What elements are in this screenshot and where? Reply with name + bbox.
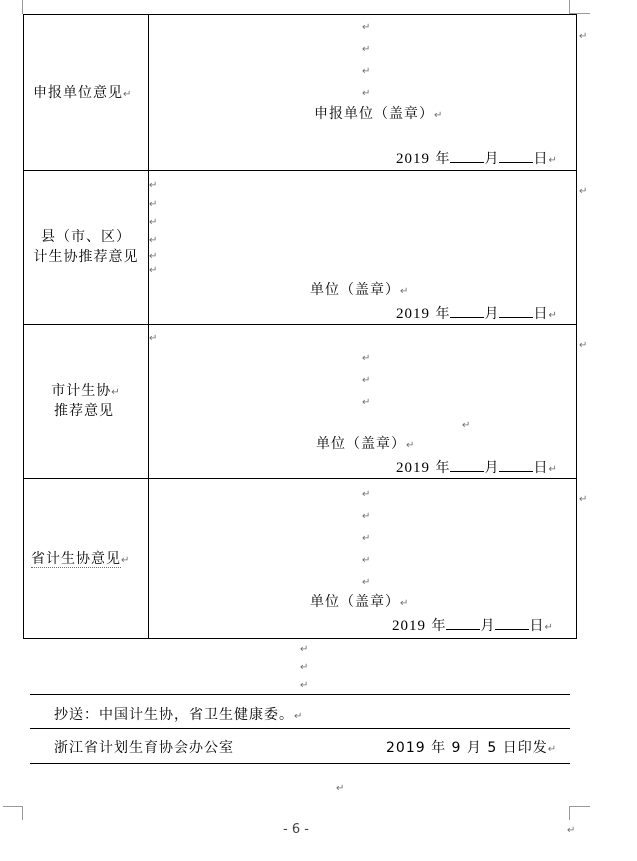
row1-date-month-char: 月 xyxy=(484,151,500,167)
row2-seal xyxy=(310,281,409,299)
row3-label xyxy=(26,382,146,420)
row1-date xyxy=(396,148,558,168)
row4-date-day-char: 日 xyxy=(529,618,545,634)
paragraph-mark: ↵ xyxy=(362,555,371,566)
paragraph-mark: ↵ xyxy=(111,387,121,398)
cc-text: 抄送：中国计生协，省卫生健康委。 xyxy=(54,707,294,723)
paragraph-mark: ↵ xyxy=(149,180,158,191)
paragraph-mark: ↵ xyxy=(300,680,309,691)
row3-date-year-char: 年 xyxy=(435,460,451,476)
paragraph-mark: ↵ xyxy=(300,662,309,673)
row4-label xyxy=(31,550,130,568)
row2-date-year: 2019 xyxy=(396,306,430,322)
table-border-top xyxy=(23,14,577,15)
footer-rule-middle xyxy=(30,728,570,729)
paragraph-mark: ↵ xyxy=(362,375,371,386)
paragraph-mark: ↵ xyxy=(362,511,371,522)
row1-date-year-char: 年 xyxy=(435,151,451,167)
paragraph-mark: ↵ xyxy=(149,217,158,228)
row3-label-line1: 市计生协 xyxy=(51,383,112,399)
table-border-bottom xyxy=(23,638,577,639)
day-blank xyxy=(499,303,533,318)
table-row-divider xyxy=(23,324,577,325)
row2-date-year-char: 年 xyxy=(435,306,451,322)
paragraph-mark: ↵ xyxy=(362,88,371,99)
row1-seal xyxy=(314,105,443,123)
crop-mark-top-right-v xyxy=(569,0,570,14)
paragraph-mark: ↵ xyxy=(434,110,444,121)
table-column-divider xyxy=(148,14,149,639)
row3-seal-text: 单位（盖章） xyxy=(316,436,406,452)
row3-label-line2: 推荐意见 xyxy=(54,403,114,419)
footer-rule-bottom xyxy=(30,763,570,764)
paragraph-mark: ↵ xyxy=(362,22,371,33)
day-blank xyxy=(499,457,533,472)
paragraph-mark: ↵ xyxy=(548,464,558,475)
issue-date: 2019 年 9 月 5 日印发 xyxy=(386,740,548,756)
row2-label xyxy=(26,228,146,266)
crop-mark-bottom-right-h xyxy=(570,806,590,807)
table-row-divider xyxy=(23,170,577,171)
paragraph-mark: ↵ xyxy=(123,89,133,100)
month-blank xyxy=(446,615,480,630)
row4-date-year: 2019 xyxy=(392,618,426,634)
day-blank xyxy=(495,615,529,630)
paragraph-mark: ↵ xyxy=(121,555,131,566)
table-border-right xyxy=(576,14,577,639)
row1-date-day-char: 日 xyxy=(533,151,549,167)
paragraph-mark: ↵ xyxy=(462,420,471,431)
paragraph-mark: ↵ xyxy=(362,397,371,408)
month-blank xyxy=(450,303,484,318)
row3-date-year: 2019 xyxy=(396,460,430,476)
row4-seal-text: 单位（盖章） xyxy=(310,594,400,610)
month-blank xyxy=(450,148,484,163)
paragraph-mark: ↵ xyxy=(362,489,371,500)
row1-label xyxy=(33,84,132,102)
crop-mark-bottom-left-h xyxy=(3,806,23,807)
table-border-left xyxy=(23,14,24,639)
row4-seal xyxy=(310,593,409,611)
paragraph-mark: ↵ xyxy=(544,622,554,633)
row2-label-line1: 县（市、区） xyxy=(41,229,131,245)
row4-label-text: 省计生协意见 xyxy=(31,551,121,567)
cc-line xyxy=(54,706,303,724)
paragraph-mark: ↵ xyxy=(362,353,371,364)
paragraph-mark: ↵ xyxy=(548,310,558,321)
issuer: 浙江省计划生育协会办公室 xyxy=(54,740,234,756)
row3-date-month-char: 月 xyxy=(484,460,500,476)
row1-seal-text: 申报单位（盖章） xyxy=(314,106,434,122)
row2-date-day-char: 日 xyxy=(533,306,549,322)
paragraph-mark: ↵ xyxy=(149,333,158,344)
crop-mark-bottom-right-v xyxy=(569,806,570,820)
paragraph-mark: ↵ xyxy=(547,744,558,755)
paragraph-mark: ↵ xyxy=(362,533,371,544)
paragraph-mark: ↵ xyxy=(406,440,416,451)
row-end-mark: ↵ xyxy=(579,31,588,42)
row2-date-month-char: 月 xyxy=(484,306,500,322)
paragraph-mark: ↵ xyxy=(149,235,158,246)
row1-label-text: 申报单位意见 xyxy=(33,85,123,101)
row2-date xyxy=(396,303,558,323)
row1-date-year: 2019 xyxy=(396,151,430,167)
row3-date xyxy=(396,457,558,477)
row2-label-line2: 计生协推荐意见 xyxy=(33,249,139,265)
crop-mark-top-left-v xyxy=(22,0,23,14)
row4-date-month-char: 月 xyxy=(480,618,496,634)
row3-date-day-char: 日 xyxy=(533,460,549,476)
page-number: - 6 - xyxy=(283,822,309,837)
issue-date-line xyxy=(386,739,557,757)
row-end-mark: ↵ xyxy=(579,340,588,351)
paragraph-mark: ↵ xyxy=(300,644,309,655)
row2-seal-text: 单位（盖章） xyxy=(310,282,400,298)
paragraph-mark: ↵ xyxy=(567,825,576,836)
paragraph-mark: ↵ xyxy=(548,155,558,166)
paragraph-mark: ↵ xyxy=(149,251,158,262)
row3-seal xyxy=(316,435,415,453)
paragraph-mark: ↵ xyxy=(362,577,371,588)
row-end-mark: ↵ xyxy=(579,186,588,197)
table-row-divider xyxy=(23,478,577,479)
paragraph-mark: ↵ xyxy=(294,711,304,722)
paragraph-mark: ↵ xyxy=(362,66,371,77)
footer-rule-top xyxy=(30,694,570,695)
row-end-mark: ↵ xyxy=(579,494,588,505)
paragraph-mark: ↵ xyxy=(400,286,410,297)
row4-date xyxy=(392,615,554,635)
paragraph-mark: ↵ xyxy=(362,44,371,55)
day-blank xyxy=(499,148,533,163)
month-blank xyxy=(450,457,484,472)
row4-date-year-char: 年 xyxy=(431,618,447,634)
row3-label-line1-wrap xyxy=(26,382,146,400)
paragraph-mark: ↵ xyxy=(400,598,410,609)
paragraph-mark: ↵ xyxy=(149,199,158,210)
paragraph-mark: ↵ xyxy=(149,265,158,276)
crop-mark-bottom-left-v xyxy=(22,806,23,820)
paragraph-mark: ↵ xyxy=(336,783,345,794)
